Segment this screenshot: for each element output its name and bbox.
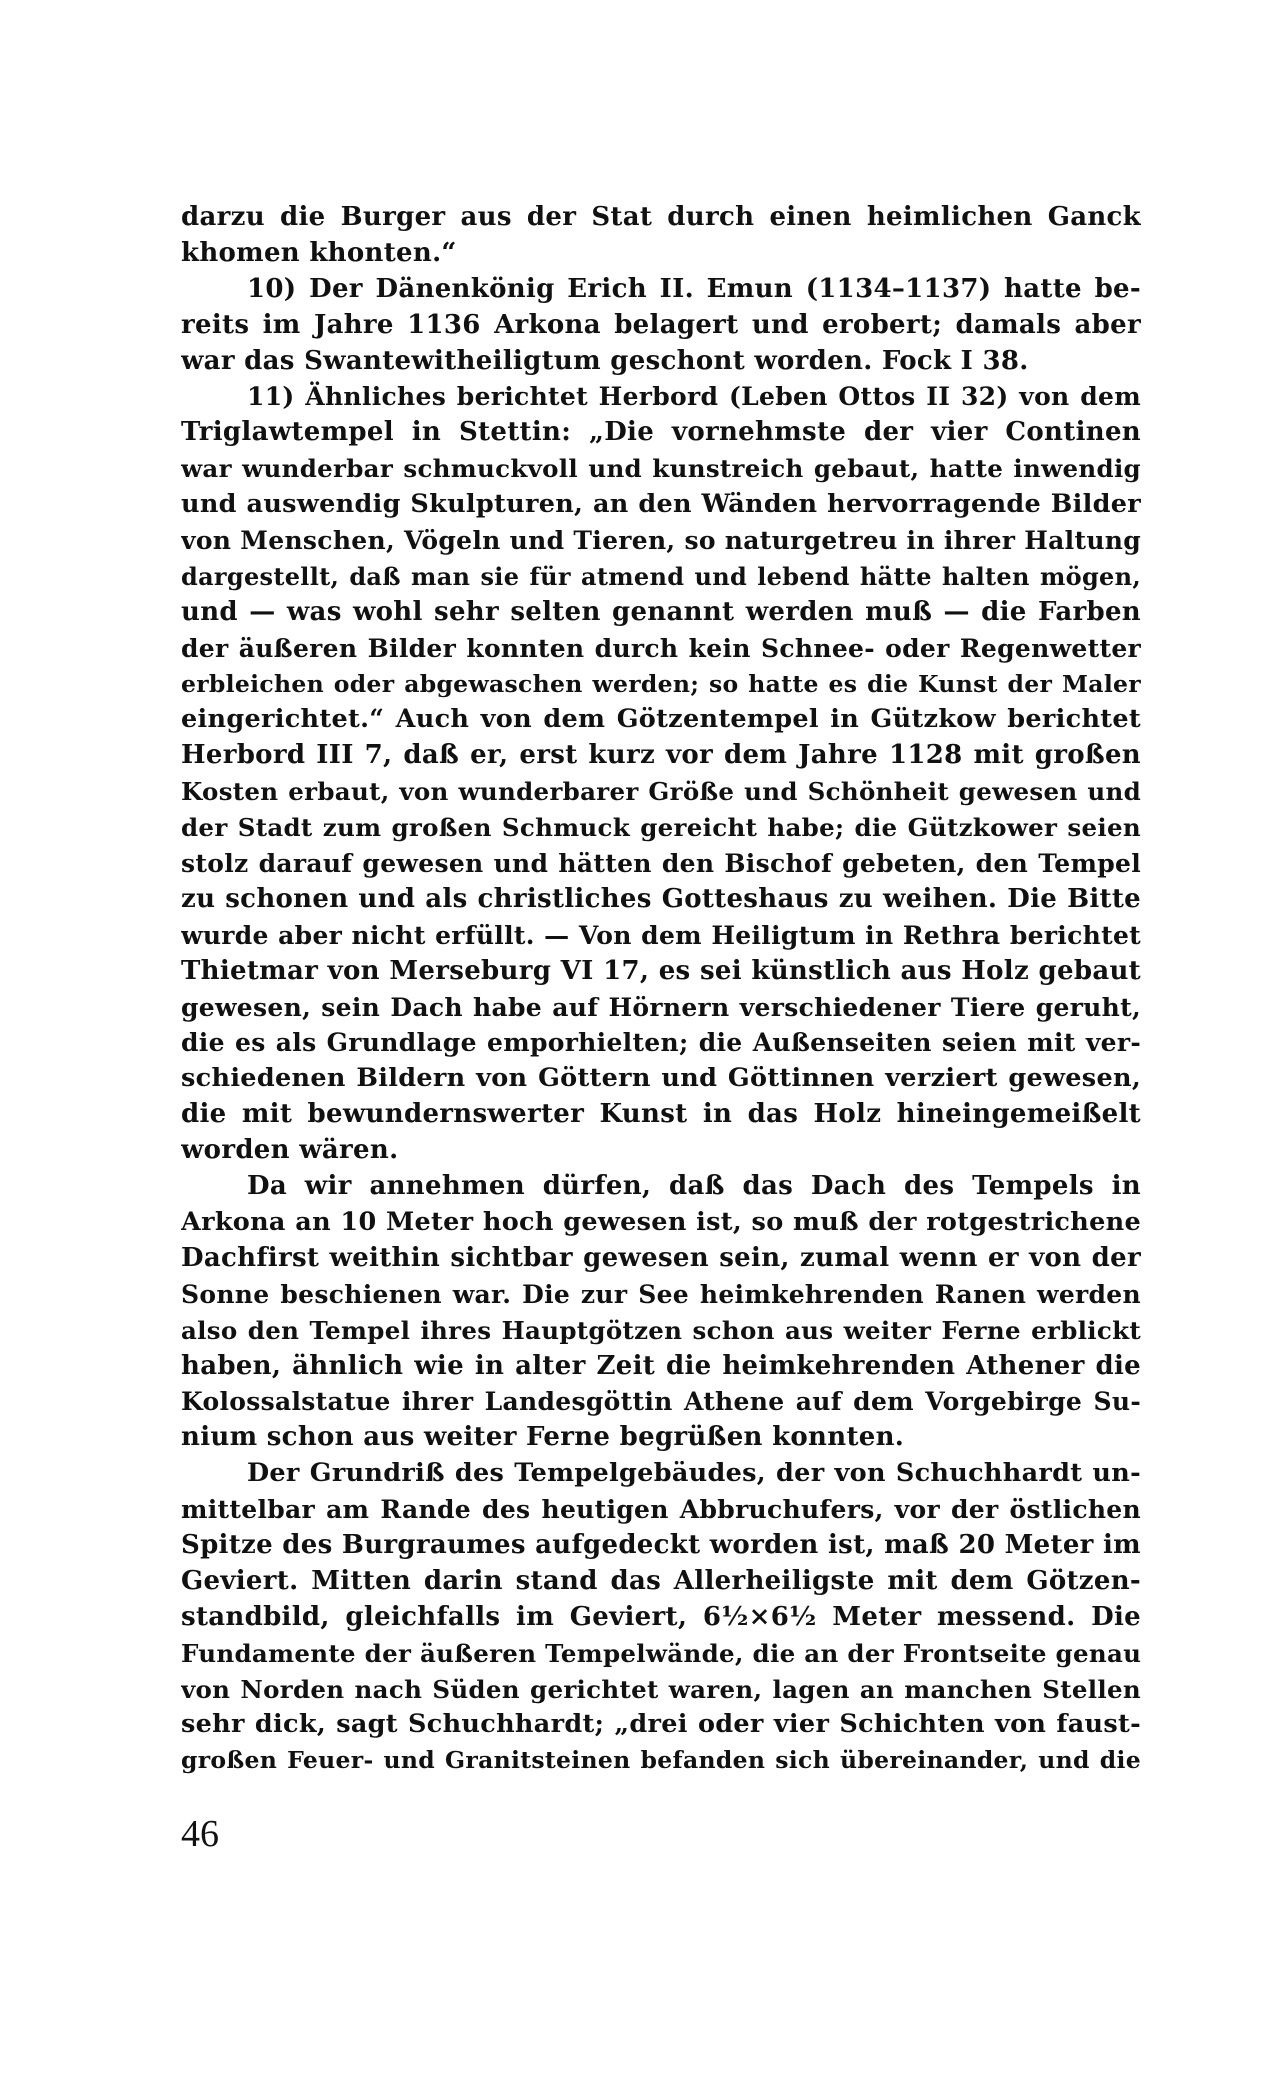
text-line: 11) Ähnliches berichtet Herbord (Leben Ottos II 32) von dem — [247, 382, 1141, 412]
text-line: Fundamente der äußeren Tempelwände, die an der Frontseite genau — [181, 1638, 1141, 1668]
text-line: dargestellt, daß man sie für atmend und lebend hätte halten mögen, — [181, 561, 1141, 591]
text-line: also den Tempel ihres Hauptgötzen schon aus weiter Ferne erblickt — [181, 1315, 1141, 1345]
text-line: Kosten erbaut, von wunderbarer Größe und Schönheit gewesen und — [181, 777, 1141, 807]
text-line: Geviert. Mitten darin stand das Allerheiligste mit dem Götzen- — [181, 1565, 1141, 1596]
text-line: war wunderbar schmuckvoll und kunstreich gebaut, hatte inwendig — [181, 454, 1141, 484]
body-text — [181, 200, 1141, 1779]
text-line: von Menschen, Vögeln und Tieren, so naturgetreu in ihrer Haltung — [181, 526, 1141, 556]
text-line: wurde aber nicht erfüllt. — Von dem Heiligtum in Rethra berichtet — [181, 920, 1141, 950]
text-line: Spitze des Burgraumes aufgedeckt worden ist, maß 20 Meter im — [181, 1529, 1141, 1560]
text-line: zu schonen und als christliches Gotteshaus zu weihen. Die Bitte — [181, 883, 1141, 914]
text-line: stolz darauf gewesen und hätten den Bischof gebeten, den Tempel — [181, 849, 1141, 879]
text-line: Dachfirst weithin sichtbar gewesen sein, zumal wenn er von der — [181, 1242, 1141, 1273]
text-line: gewesen, sein Dach habe auf Hörnern verschiedener Tiere geruht, — [181, 992, 1141, 1022]
text-line: worden wären. — [181, 1135, 399, 1166]
text-line: schiedenen Bildern von Göttern und Göttinnen verziert gewesen, — [181, 1063, 1141, 1094]
text-line: Kolossalstatue ihrer Landesgöttin Athene auf dem Vorgebirge Su- — [181, 1387, 1141, 1417]
text-line: khomen khonten.“ — [181, 237, 457, 268]
text-line: sehr dick, sagt Schuchhardt; „drei oder vier Schichten von faust- — [181, 1709, 1141, 1740]
text-line: und auswendig Skulpturen, an den Wänden hervorragende Bilder — [181, 489, 1141, 520]
text-line: und — was wohl sehr selten genannt werden muß — die Farben — [181, 596, 1141, 627]
text-line: war das Swantewitheiligtum geschont worden. Fock I 38. — [181, 345, 1029, 376]
text-line: Da wir annehmen dürfen, daß das Dach des Tempels in — [247, 1171, 1141, 1202]
text-line: die es als Grundlage emporhielten; die Außenseiten seien mit ver- — [181, 1028, 1141, 1058]
text-line: standbild, gleichfalls im Geviert, 6½×6½ Meter messend. Die — [181, 1601, 1141, 1632]
text-line: haben, ähnlich wie in alter Zeit die heimkehrenden Athener die — [181, 1350, 1141, 1381]
text-line: erbleichen oder abgewaschen werden; so hatte es die Kunst der Maler — [181, 669, 1141, 698]
text-line: Herbord III 7, daß er, erst kurz vor dem Jahre 1128 mit großen — [181, 740, 1141, 771]
text-line: der äußeren Bilder konnten durch kein Schnee- oder Regenwetter — [181, 633, 1141, 663]
text-line: mittelbar am Rande des heutigen Abbruchufers, vor der östlichen — [181, 1495, 1141, 1525]
text-line: nium schon aus weiter Ferne begrüßen konnten. — [181, 1422, 905, 1453]
page-number: 46 — [181, 1813, 219, 1855]
text-line: darzu die Burger aus der Stat durch einen heimlichen Ganck — [181, 202, 1141, 232]
text-line: eingerichtet.“ Auch von dem Götzentempel in Gützkow berichtet — [181, 704, 1141, 735]
text-line: Thietmar von Merseburg VI 17, es sei künstlich aus Holz gebaut — [181, 955, 1141, 986]
text-line: die mit bewundernswerter Kunst in das Holz hineingemeißelt — [181, 1099, 1141, 1130]
text-line: der Stadt zum großen Schmuck gereicht habe; die Gützkower seien — [181, 813, 1141, 843]
text-line: von Norden nach Süden gerichtet waren, lagen an manchen Stellen — [181, 1674, 1141, 1704]
text-line: Triglawtempel in Stettin: „Die vornehmste der vier Continen — [181, 417, 1141, 448]
text-line: Arkona an 10 Meter hoch gewesen ist, so muß der rotgestrichene — [181, 1206, 1141, 1237]
text-line: Der Grundriß des Tempelgebäudes, der von Schuchhardt un- — [247, 1458, 1141, 1489]
text-line: 10) Der Dänenkönig Erich II. Emun (1134–1137) hatte be- — [247, 273, 1141, 304]
text-line: reits im Jahre 1136 Arkona belagert und erobert; damals aber — [181, 309, 1141, 340]
text-line: Sonne beschienen war. Die zur See heimkehrenden Ranen werden — [181, 1279, 1141, 1309]
text-line: großen Feuer- und Granitsteinen befanden sich übereinander, und die — [181, 1746, 1141, 1775]
